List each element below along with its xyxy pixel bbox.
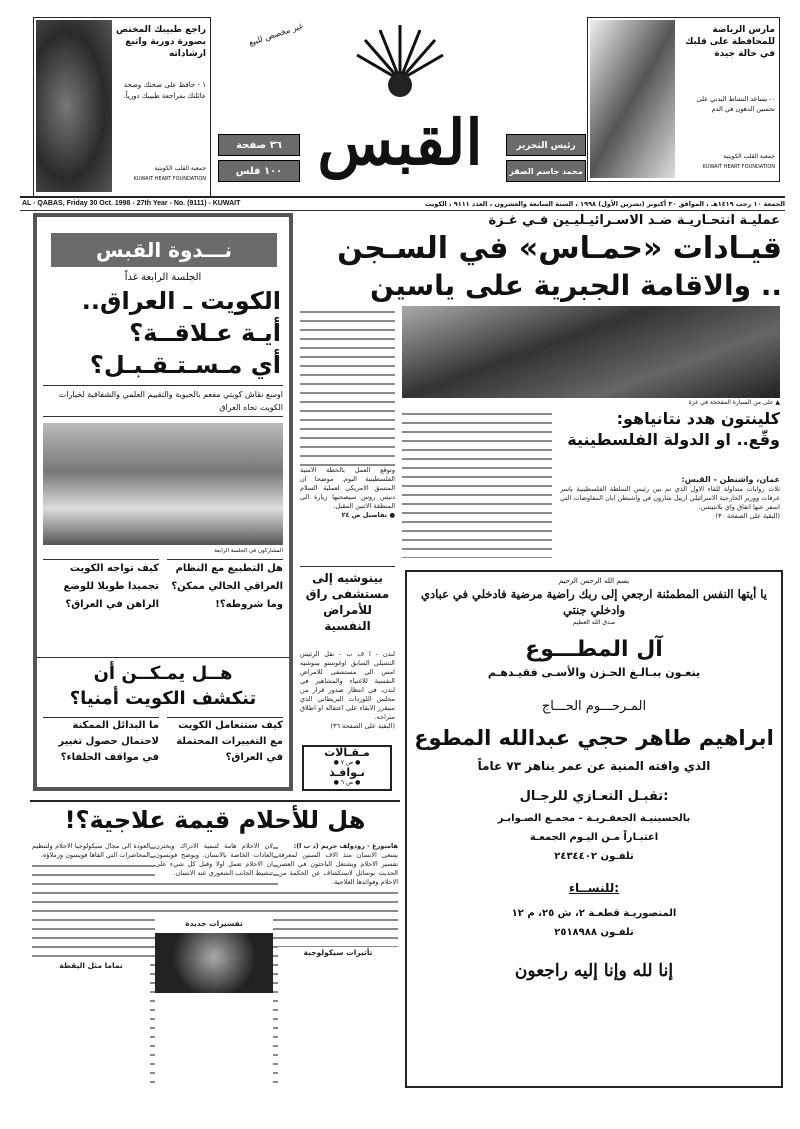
nadwa-box bbox=[33, 213, 293, 791]
inside-index-box bbox=[302, 745, 392, 791]
clinton-continued[interactable]: (البقية على الصفحة ٣٠) bbox=[715, 512, 780, 520]
dreams-text-2: لان الاحلام هامة لتنمية الادراك ويختزن العادات الخاصة بالانسان. ويوضح فويسون ان الاحلام تعمل اولا وقبل كل شيء على تنشيط الجانب الشعوري عند الانسان. bbox=[155, 842, 273, 877]
obituary-women-label: للنســاء: bbox=[568, 881, 620, 895]
dreams-col-1 bbox=[278, 842, 398, 1087]
nadwa-banner: نـــدوة القبس bbox=[51, 233, 277, 267]
obituary-women-phone: تلفـون ٢٥١٨٩٨٨ bbox=[554, 927, 634, 938]
not-for-sale-stamp: غير مخصص للبيع bbox=[247, 21, 305, 48]
obituary-men-phone: تلفـون ٢٤٣٤٤٠٢ bbox=[554, 851, 634, 862]
ad-right-text: ٠- يساعد النشاط البدني على تحسين الدهون في الدم bbox=[696, 95, 775, 113]
ad-hand-photo bbox=[36, 20, 112, 192]
lead-body-end bbox=[300, 466, 395, 556]
dateline-arabic: الجمعة ١٠ رجب ١٤١٩هـ ، الموافق ٣٠ أكتوبر (تشرين الأول) ١٩٩٨ ، السنة السابعة والعشرون ، العدد ٩١١١ ، الكويت bbox=[424, 200, 785, 208]
ad-left-text: ١ - حافظ على صحتك وصحة عائلتك بمراجعة طبيبك دورياً. bbox=[123, 81, 206, 100]
lead-headline-2: .. والاقامة الجبرية على ياسين bbox=[370, 269, 782, 302]
ad-left-headline: راجع طبيبك المختص بصورة دورية واتبع ارشاداته bbox=[116, 25, 206, 59]
dreams-col-2 bbox=[155, 842, 273, 1087]
lead-details-link[interactable]: ● تفاصيل ص ٢٤ bbox=[341, 511, 395, 519]
clinton-headline-2: وقّع.. او الدولة الفلسطينية bbox=[567, 430, 780, 449]
nadwa-question-3: كيف ستتعامل الكويت مع التغييرات المحتملة في العراق؟ bbox=[167, 717, 283, 766]
ad-right-headline: مارس الرياضة للمحافظة على قلبك في حالة جيدة bbox=[685, 25, 775, 59]
obituary-basmala: بسم الله الرحمن الرحيم bbox=[558, 577, 630, 585]
clinton-headline-1: كلينتون هدد نتانياهو: bbox=[616, 409, 780, 428]
nadwa-subtitle: اوسع نقاش كويتي مفعم بالحيوية والتقييم العلمي والشفافية لخيارات الكويت تجاه العراق bbox=[43, 385, 283, 417]
lead-headline-1: قيـادات «حمـاس» في السـجن bbox=[337, 231, 782, 266]
obituary-verse-end: صدق الله العظيم bbox=[572, 619, 616, 626]
nadwa-question-2: كيف تواجه الكويت تجميدا طويلا للوضع الراهن في العراق؟ bbox=[43, 559, 159, 614]
nadwa-photo bbox=[43, 423, 283, 545]
masthead-logo bbox=[305, 10, 495, 190]
obituary-title: المـرحـــوم الحـــاج bbox=[541, 699, 647, 714]
ad-left-sponsor-en: KUWAIT HEART FOUNDATION bbox=[133, 176, 206, 182]
lead-column-2 bbox=[402, 408, 552, 558]
dreams-headline: هل للأحلام قيمة علاجية؟! bbox=[30, 800, 400, 838]
clinton-body: ثلاث روايات متداولة للقاء الاول الذي تم بين رئيس السلطة الفلسطينية ياسر عرفات ووزير الخارجية الاسرائيلي ارييل شارون في واشنطن ابان المفاوضات التي اسفر عنها اتفاق واي بلانتيشن. bbox=[560, 485, 780, 511]
obituary-men-place: بالحسينيـة الجعفـريـة - مجمـع الصـوابـر bbox=[497, 813, 691, 824]
obituary-verse: يا أيتها النفس المطمئنة ارجعي إلى ربك راضية مرضية فادخلي في عبادي وادخلي جنتي bbox=[420, 587, 768, 617]
lead-kicker: عمليـة انتحـاريـة ضـد الاسـرائيـليـين فـي غـزة bbox=[488, 213, 780, 228]
editor-title: رئيس التحرير bbox=[506, 134, 586, 156]
nadwa-headline-3: أي مـسـتـقـبـل؟ bbox=[89, 351, 281, 379]
dreams-photo bbox=[155, 933, 273, 993]
pinochet-headline: بينوشيه إلى مستشفى راق للأمراض النفسية bbox=[300, 566, 395, 634]
obituary-notice bbox=[405, 570, 783, 1088]
price: ١٠٠ فلس bbox=[218, 160, 300, 182]
ad-heart-checkup bbox=[33, 17, 211, 197]
index-articles[interactable]: مـقـالات bbox=[324, 746, 370, 759]
sunburst-emblem-icon bbox=[305, 10, 495, 100]
index-articles-page: ● ص ٧ ● bbox=[333, 759, 361, 766]
index-windows-page: ● ص ٦ ● bbox=[333, 779, 361, 786]
dreams-subhead-1: تفسيرات جديدة bbox=[185, 919, 243, 928]
obituary-announce: ينعـون ببـالـغ الحـزن والأسـى فقيـدهـم bbox=[487, 666, 701, 679]
dateline-rule bbox=[20, 196, 785, 198]
ad-right-sponsor: جمعية القلب الكويتية bbox=[723, 153, 775, 160]
obituary-women-place: المنصوريـة قطعـة ٢، ش ٢٥، م ١٢ bbox=[511, 908, 677, 919]
dreams-subhead-3: تماما مثل اليقظة bbox=[59, 961, 123, 970]
dreams-dateline: هامبورغ - رودولف جريم (د ب ا): bbox=[293, 842, 398, 850]
text-filler bbox=[278, 887, 398, 947]
ad-heart-exercise bbox=[587, 17, 780, 182]
nadwa-question-1: هل التطبيع مع النظام العراقي الحالي ممكن؟ وما شروطه؟! bbox=[167, 559, 283, 614]
clinton-dateline: عمان، واشنطن - القبس: bbox=[681, 475, 780, 484]
dateline-english: AL - QABAS, Friday 30 Oct. 1998 - 27th Year - No. (9111) - KUWAIT bbox=[22, 200, 241, 207]
lead-body-text: وتوقع العمل بالخطة الامنية الفلسطينية اليوم. موضحا ان المنسق الامريكي لعملية السلام دنيس روس سيصحبها زيارة الى المنطقة الاثنين المقبل. bbox=[300, 466, 395, 510]
pinochet-continued[interactable]: (البقية على الصفحة ٣٦) bbox=[330, 722, 395, 730]
obituary-age: الذي وافته المنية عن عمر يناهز ٧٣ عاماً bbox=[477, 759, 711, 773]
text-filler bbox=[155, 878, 273, 918]
lead-photo-car-bomb bbox=[402, 306, 780, 398]
ad-left-sponsor: جمعية القلب الكويتية bbox=[154, 165, 206, 172]
clinton-body-box bbox=[560, 474, 780, 558]
nadwa-photo-caption: المشاركون في الجلسة الرابعة bbox=[214, 548, 283, 554]
nadwa-center-question-2: تنكشف الكويت أمنيا؟ bbox=[69, 688, 257, 709]
ad-right-sponsor-en: KUWAIT HEART FOUNDATION bbox=[702, 164, 775, 170]
nadwa-question-4: ما البدائل الممكنة لاحتمال حصول تغيير في مواقف الحلفاء؟ bbox=[43, 717, 159, 766]
logo-text: القبس bbox=[317, 106, 483, 179]
dateline-rule-bottom bbox=[20, 210, 785, 211]
nadwa-session: الجلسة الرابعة غداً bbox=[124, 272, 202, 283]
dreams-subhead-2: تأثيرات سيكولوجية bbox=[303, 948, 373, 957]
nadwa-headline-2: أيـة عـلاقــة؟ bbox=[129, 319, 281, 347]
obituary-name: ابراهيم طاهر حجي عبدالله المطوع bbox=[414, 726, 774, 750]
index-windows[interactable]: نـوافـذ bbox=[329, 766, 365, 779]
pinochet-body: لندن - ا ف ب - نقل الرئيس التشيلي السابق اوغوستو بينوشيه امس الى مستشفى للامراض النفسية للاغنياء والمشاهير في لندن، في انتظار صدور قرار من مجلس اللوردات البريطاني الذي سيقرر الابقاء على اعتقاله او اطلاق سراحه. bbox=[300, 650, 395, 721]
lead-photo-caption: ▲ على من السيارة المفخخة في غزة bbox=[688, 399, 780, 406]
dreams-text-3: العودة الى مجال سيكولوجيا الاحلام ولتنظيم المحاضرات التي القاها فويسون وزملاؤه. bbox=[32, 842, 150, 859]
obituary-closing-calligraphy: إنا لله وإنا إليه راجعون bbox=[514, 961, 674, 981]
dreams-text-1: يسعى الانسان منذ الاف السنين لمعرفة تفسير الاحلام ويشتغل الباحثون في العصر الحديث بوسائل لاستكشاف عن الحكمة من الاحلام وفوائدها العلاجية. bbox=[278, 851, 398, 886]
page-count: ٣٦ صفحة bbox=[218, 134, 300, 156]
ad-runner-photo bbox=[590, 20, 675, 178]
obituary-men-from: اعتبـاراً مـن اليـوم الجمعـة bbox=[529, 832, 659, 843]
dreams-col-3 bbox=[32, 842, 150, 1087]
pinochet-body-box bbox=[300, 650, 395, 742]
obituary-men-label: تقبـل التعـازي للرجـال: bbox=[519, 789, 669, 804]
nadwa-center-question-1: هــل يمـكــن أن bbox=[37, 657, 289, 686]
text-filler bbox=[32, 860, 150, 960]
obituary-family: آل المطـــوع bbox=[525, 637, 663, 662]
editor-name: محمد جاسم الصقر bbox=[506, 160, 586, 182]
nadwa-headline-1: الكويت ـ العراق.. bbox=[81, 287, 281, 315]
